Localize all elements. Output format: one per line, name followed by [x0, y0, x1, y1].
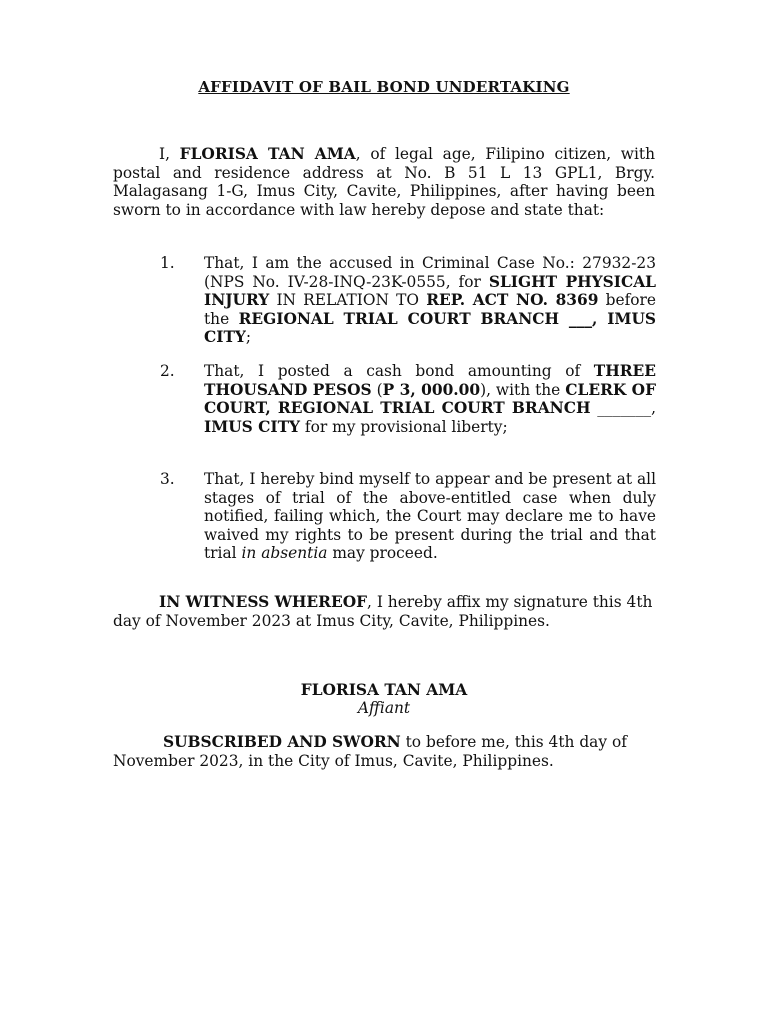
offense-name: SLIGHT PHYSICAL INJURY	[204, 272, 656, 309]
signature-name: FLORISA TAN AMA	[300, 681, 468, 699]
bond-amount-words: THREE THOUSAND PESOS	[204, 362, 656, 399]
intro-prefix: I,	[159, 145, 180, 163]
signature-role: Affiant	[357, 699, 411, 717]
jurat-paragraph	[113, 733, 658, 770]
bond-amount-figure: P 3, 000.00	[382, 380, 481, 399]
item-text-segment: for my provisional liberty;	[300, 417, 508, 436]
clerk-of-court: CLERK OF COURT, REGIONAL TRIAL COURT BRANCH	[204, 380, 656, 417]
item-text	[204, 362, 656, 436]
item-text-segment: That, I hereby bind myself to appear and be present at all stages of trial of the above-entitled case when duly notified, failing which, the Court may declare me to have waived my rights to be present during the trial and that trial	[204, 470, 656, 562]
witness-text: , I hereby affix my signature this 4th day of November 2023 at Imus City, Cavite, Philippines.	[113, 593, 653, 630]
item-text-segment: _______,	[590, 399, 656, 417]
item-text-segment: That, I posted a cash bond amounting of	[204, 362, 594, 380]
item-text	[204, 254, 656, 347]
item-text-segment: may proceed.	[327, 544, 438, 562]
item-text-segment: ;	[245, 328, 252, 346]
document-title: AFFIDAVIT OF BAIL BOND UNDERTAKING	[198, 78, 570, 96]
item-text-segment: IN RELATION TO	[269, 291, 427, 309]
court-name: REGIONAL TRIAL COURT BRANCH ___, IMUS CITY	[204, 309, 656, 346]
intro-paragraph	[113, 145, 655, 219]
item-text-segment: That, I am the accused in Criminal Case No.: 27932-23 (NPS No. IV-28-INQ-23K-0555, for	[204, 254, 656, 291]
city-name: IMUS CITY	[204, 417, 301, 436]
witness-heading: IN WITNESS WHEREOF	[159, 593, 368, 611]
item-text	[204, 470, 656, 563]
numbered-item-1	[160, 254, 656, 347]
item-text-segment: ), with the	[480, 380, 566, 399]
item-text-segment: (	[371, 380, 383, 399]
intro-text: , of legal age, Filipino citizen, with postal and residence address at No. B 51 L 13 GPL1, Brgy. Malagasang 1-G, Imus City, Cavite, Philippines, after having been sworn to in accordance with law hereby depose and state that:	[113, 145, 655, 219]
law-reference: REP. ACT NO. 8369	[426, 291, 599, 309]
jurat-heading: SUBSCRIBED AND SWORN	[163, 733, 401, 751]
item-number: 1.	[160, 254, 175, 272]
numbered-item-3	[160, 470, 656, 563]
numbered-item-2	[160, 362, 656, 436]
item-number: 3.	[160, 470, 175, 488]
jurat-text: to before me, this 4th day of November 2023, in the City of Imus, Cavite, Philippines.	[113, 733, 627, 770]
witness-paragraph	[113, 593, 658, 630]
affiant-name-inline: FLORISA TAN AMA	[179, 145, 356, 163]
latin-term: in absentia	[241, 544, 328, 562]
item-number: 2.	[160, 362, 175, 380]
item-text-segment: before the	[204, 291, 657, 328]
